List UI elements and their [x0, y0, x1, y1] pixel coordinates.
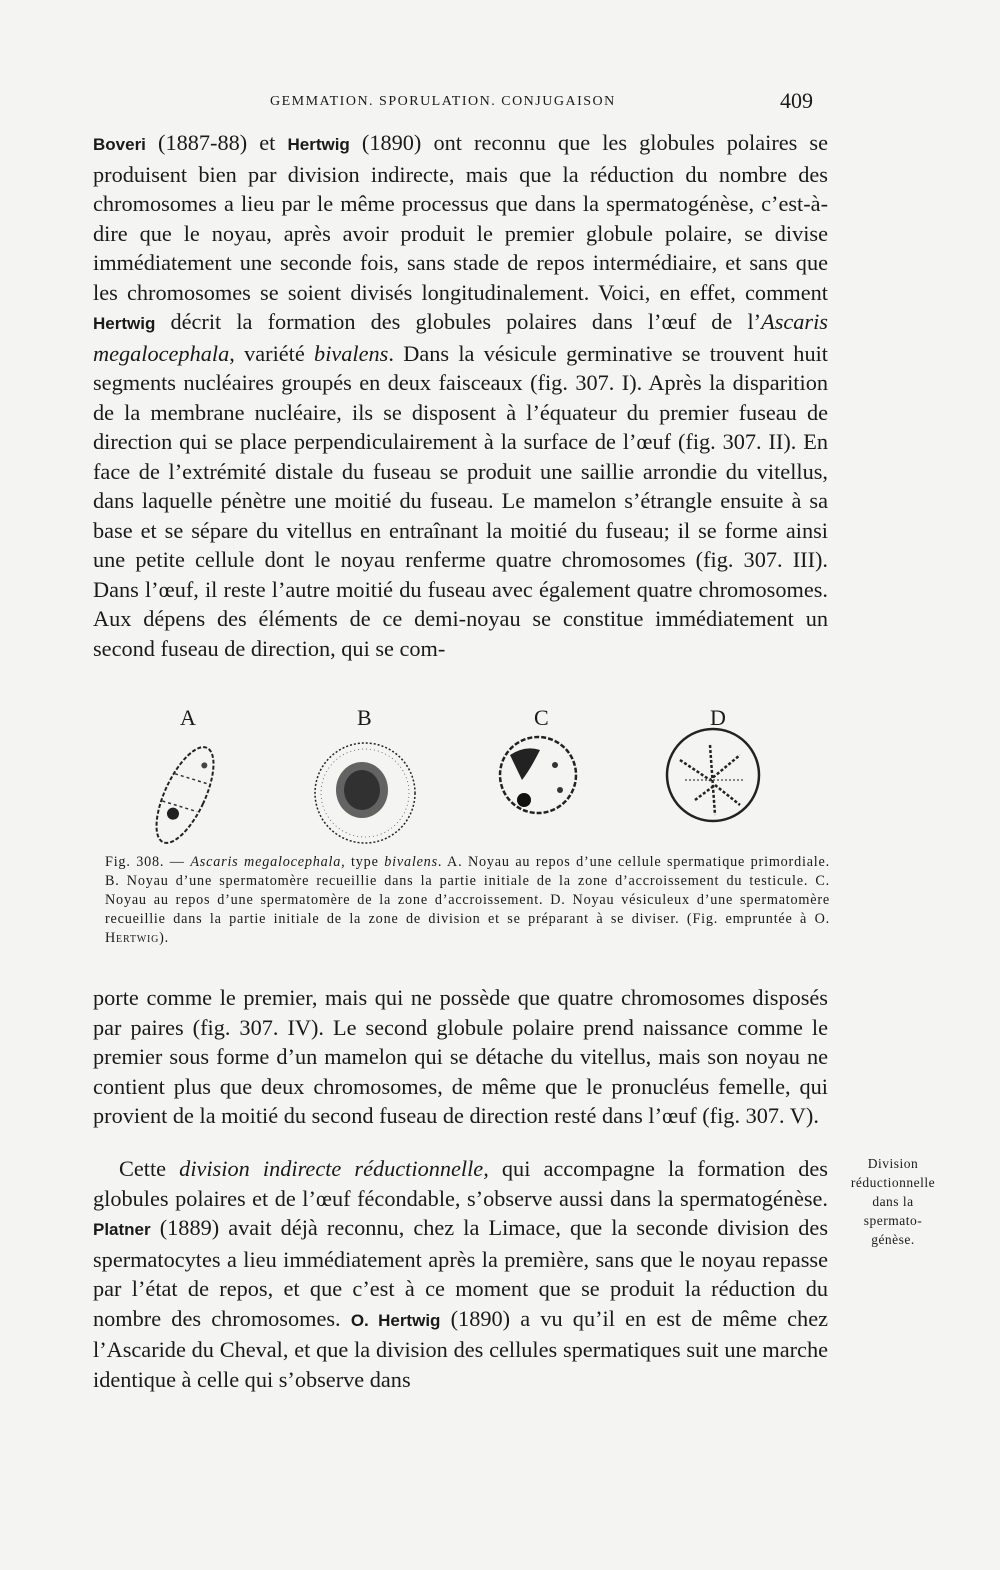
- margin-note-line: Division: [867, 1156, 919, 1171]
- author-hertwig: Hertwig: [287, 135, 350, 154]
- cell-d-drawing: [667, 729, 759, 821]
- species-name: Ascaris megalocephala: [93, 309, 828, 366]
- margin-note-line: génèse.: [871, 1232, 915, 1247]
- variety-name: bivalens: [314, 340, 389, 366]
- paragraph-2-text: porte comme le premier, mais qui ne possède que quatre chromosomes disposés par paires (fig. 307. IV). Le second globule polaire prend naissance comme le premier sous forme d’un mamelon qui se détache du vitellus, mais son noyau ne contient plus que deux chromosomes, de même que le pronucléus femelle, qui provient de la moitié du second fuseau de direction resté dans l’œuf (fig. 307. V).: [93, 985, 828, 1128]
- text: qui accompagne la formation des globules polaires et de l’œuf fécondable, s’observe aussi dans la spermatogénèse.: [93, 1156, 828, 1211]
- author-hertwig: Hertwig: [105, 930, 160, 946]
- margin-note-line: réductionnelle: [850, 1175, 936, 1190]
- author-boveri: Boveri: [93, 135, 146, 154]
- text: (1890) a vu qu’il en est de même chez l’Ascaride du Cheval, et que la division des cellules spermatiques suit une marche identique à celle qui s’observe dans: [93, 1305, 829, 1392]
- cell-c-drawing: [500, 737, 576, 813]
- margin-note-line: spermato-: [863, 1213, 923, 1228]
- running-header: GEMMATION. SPORULATION. CONJUGAISON: [270, 94, 616, 109]
- margin-note: [838, 1154, 948, 1249]
- text: . A. Noyau au repos d’une cellule spermatique primordiale. B. Noyau d’une spermatomère recueillie dans la partie initiale de la zone d’accroissement du testicule. C. Noyau au repos d’une spermatomère de la zone d’accroissement. D. Noyau vésiculeux d’une spermatomère recueillie dans la partie initiale de la zone de division et se préparant à se diviser. (Fig. empruntée à O.: [105, 854, 830, 927]
- text: type: [345, 854, 385, 870]
- author-hertwig: Hertwig: [93, 314, 156, 333]
- figure-label-a: A: [180, 705, 196, 730]
- text: , variété: [229, 340, 315, 366]
- figure-308: [150, 705, 790, 855]
- emphasis: division indirecte réductionnelle,: [179, 1156, 489, 1181]
- figure-caption: [105, 853, 830, 948]
- variety-name: bivalens: [384, 854, 438, 870]
- paragraph-2: [93, 983, 828, 1131]
- margin-note-line: dans la: [872, 1194, 914, 1209]
- text: . Dans la vésicule germinative se trouvent huit segments nucléaires groupés en deux faisceaux (fig. 307. I). Après la disparition de la membrane nucléaire, ils se disposent à l’équateur du premier fuseau de direction qui se place perpendiculairement à la surface de l’œuf (fig. 307. II). En face de l’extrémité distale du fuseau se produit une saillie arrondie du vitellus, dans laquelle pénètre une moitié du fuseau. Le mamelon s’étrangle ensuite à sa base et se sépare du vitellus en entraînant la moitié du fuseau; il se forme ainsi une petite cellule dont le noyau renferme quatre chromosomes (fig. 307. III). Dans l’œuf, il reste l’autre moitié du fuseau avec également quatre chromosomes. Aux dépens des éléments de ce demi-noyau se constitue immédiatement un second fuseau de direction, qui se com-: [93, 340, 828, 661]
- species-name: Ascaris megalocephala,: [190, 854, 346, 870]
- figure-label-c: C: [534, 705, 549, 730]
- text: (1887-88) et: [145, 130, 288, 155]
- paragraph-3: [93, 1154, 828, 1394]
- text: décrit la formation des globules polaires dans l’œuf de l’: [155, 309, 762, 334]
- author-o-hertwig: O. Hertwig: [350, 1310, 441, 1330]
- figure-label-d: D: [710, 705, 726, 730]
- text: Cette: [119, 1156, 180, 1181]
- cell-drawings: [150, 705, 790, 855]
- cell-a-drawing: [150, 739, 225, 850]
- text: ).: [159, 930, 169, 946]
- fig-number: Fig. 308. —: [105, 854, 191, 870]
- text: (1889) avait déjà reconnu, chez la Limace, que la seconde division des spermatocytes a lieu immédiatement après la première, sans que le noyau repasse par l’état de repos, et que c’est à ce moment que se produit la réduction du nombre des chromosomes.: [93, 1215, 828, 1331]
- cell-b-drawing: [315, 743, 415, 843]
- text: (1890) ont reconnu que les globules polaires se produisent bien par division indirecte, mais que la réduction du nombre des chromosomes a lieu par le même processus que dans la spermatogénèse, c’est-à-dire que le noyau, après avoir produit le premier globule polaire, se divise immédiatement une seconde fois, sans stade de repos intermédiaire, et sans que les chromosomes se soient divisés longitudinalement. Voici, en effet, comment: [93, 130, 828, 305]
- paragraph-1: [93, 128, 828, 663]
- page-number: 409: [780, 88, 813, 113]
- author-platner: Platner: [93, 1220, 151, 1239]
- figure-label-b: B: [357, 705, 372, 730]
